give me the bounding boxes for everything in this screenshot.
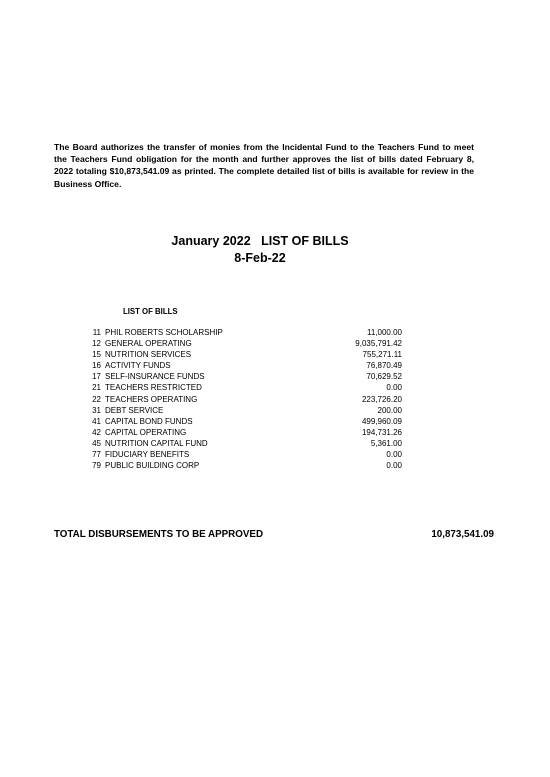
fund-name: TEACHERS OPERATING: [105, 394, 198, 404]
fund-name: GENERAL OPERATING: [105, 339, 192, 349]
fund-name: NUTRITION SERVICES: [105, 350, 192, 360]
fund-name: SELF-INSURANCE FUNDS: [105, 372, 205, 382]
fund-name: PHIL ROBERTS SCHOLARSHIP: [105, 328, 223, 337]
fund-name: TEACHERS RESTRICTED: [105, 383, 202, 393]
fund-code: 15: [92, 350, 101, 360]
fund-amount: 9,035,791.42: [355, 339, 402, 349]
fund-code: 79: [92, 461, 101, 471]
bill-row: [89, 416, 402, 427]
fund-code: 41: [92, 416, 101, 426]
bill-row: [89, 360, 402, 371]
document-date: 8-Feb-22: [234, 251, 286, 265]
fund-code: 11: [92, 328, 101, 337]
bills-section-label: LIST OF BILLS: [123, 307, 178, 316]
fund-amount: 194,731.26: [361, 427, 402, 437]
fund-amount: 755,271.11: [362, 350, 402, 360]
fund-name: NUTRITION CAPITAL FUND: [105, 438, 208, 448]
fund-code: 16: [92, 361, 101, 371]
fund-name: ACTIVITY FUNDS: [105, 361, 171, 371]
fund-name: DEBT SERVICE: [105, 405, 164, 415]
total-disbursements-label: TOTAL DISBURSEMENTS TO BE APPROVED: [54, 529, 264, 540]
bill-row: [89, 460, 402, 471]
fund-amount: 76,870.49: [366, 361, 402, 371]
bill-row: [89, 405, 402, 416]
bill-row: [89, 327, 402, 338]
fund-amount: 223,726.20: [361, 394, 402, 404]
fund-code: 21: [92, 383, 101, 393]
bill-row: [89, 438, 402, 449]
fund-amount: 0.00: [386, 461, 402, 471]
bill-row: [89, 338, 402, 349]
fund-code: 77: [92, 450, 101, 460]
bills-list: [89, 327, 402, 471]
fund-code: 42: [92, 427, 101, 437]
fund-amount: 0.00: [386, 450, 402, 460]
fund-code: 31: [92, 405, 101, 415]
fund-code: 45: [92, 438, 101, 448]
fund-name: CAPITAL BOND FUNDS: [105, 416, 193, 426]
bill-row: [89, 349, 402, 360]
bill-row: [89, 427, 402, 438]
fund-amount: 5,361.00: [370, 438, 402, 448]
fund-name: CAPITAL OPERATING: [105, 427, 187, 437]
fund-amount: 0.00: [386, 383, 402, 393]
bill-row: [89, 394, 402, 405]
fund-amount: 11,000.00: [367, 328, 402, 337]
fund-amount: 200.00: [377, 405, 402, 415]
fund-code: 17: [92, 372, 101, 382]
fund-amount: 70,629.52: [366, 372, 402, 382]
fund-amount: 499,960.09: [361, 416, 402, 426]
authorization-paragraph: The Board authorizes the transfer of monies from the Incidental Fund to the Teachers Fund to meet the Teachers Fund obligation for the month and further approves the list of bills dated February 8, 2022 totaling $10,873,541.09 as printed. The complete detailed list of bills is available for review in the Business Office.: [54, 142, 474, 189]
document-title: January 2022 LIST OF BILLS: [171, 234, 349, 248]
bill-row: [89, 371, 402, 382]
fund-name: FIDUCIARY BENEFITS: [105, 450, 190, 460]
bill-row: [89, 382, 402, 393]
fund-code: 22: [92, 394, 101, 404]
total-disbursements-amount: 10,873,541.09: [431, 529, 494, 540]
bill-row: [89, 449, 402, 460]
fund-name: PUBLIC BUILDING CORP: [105, 461, 200, 471]
fund-code: 12: [92, 339, 101, 349]
